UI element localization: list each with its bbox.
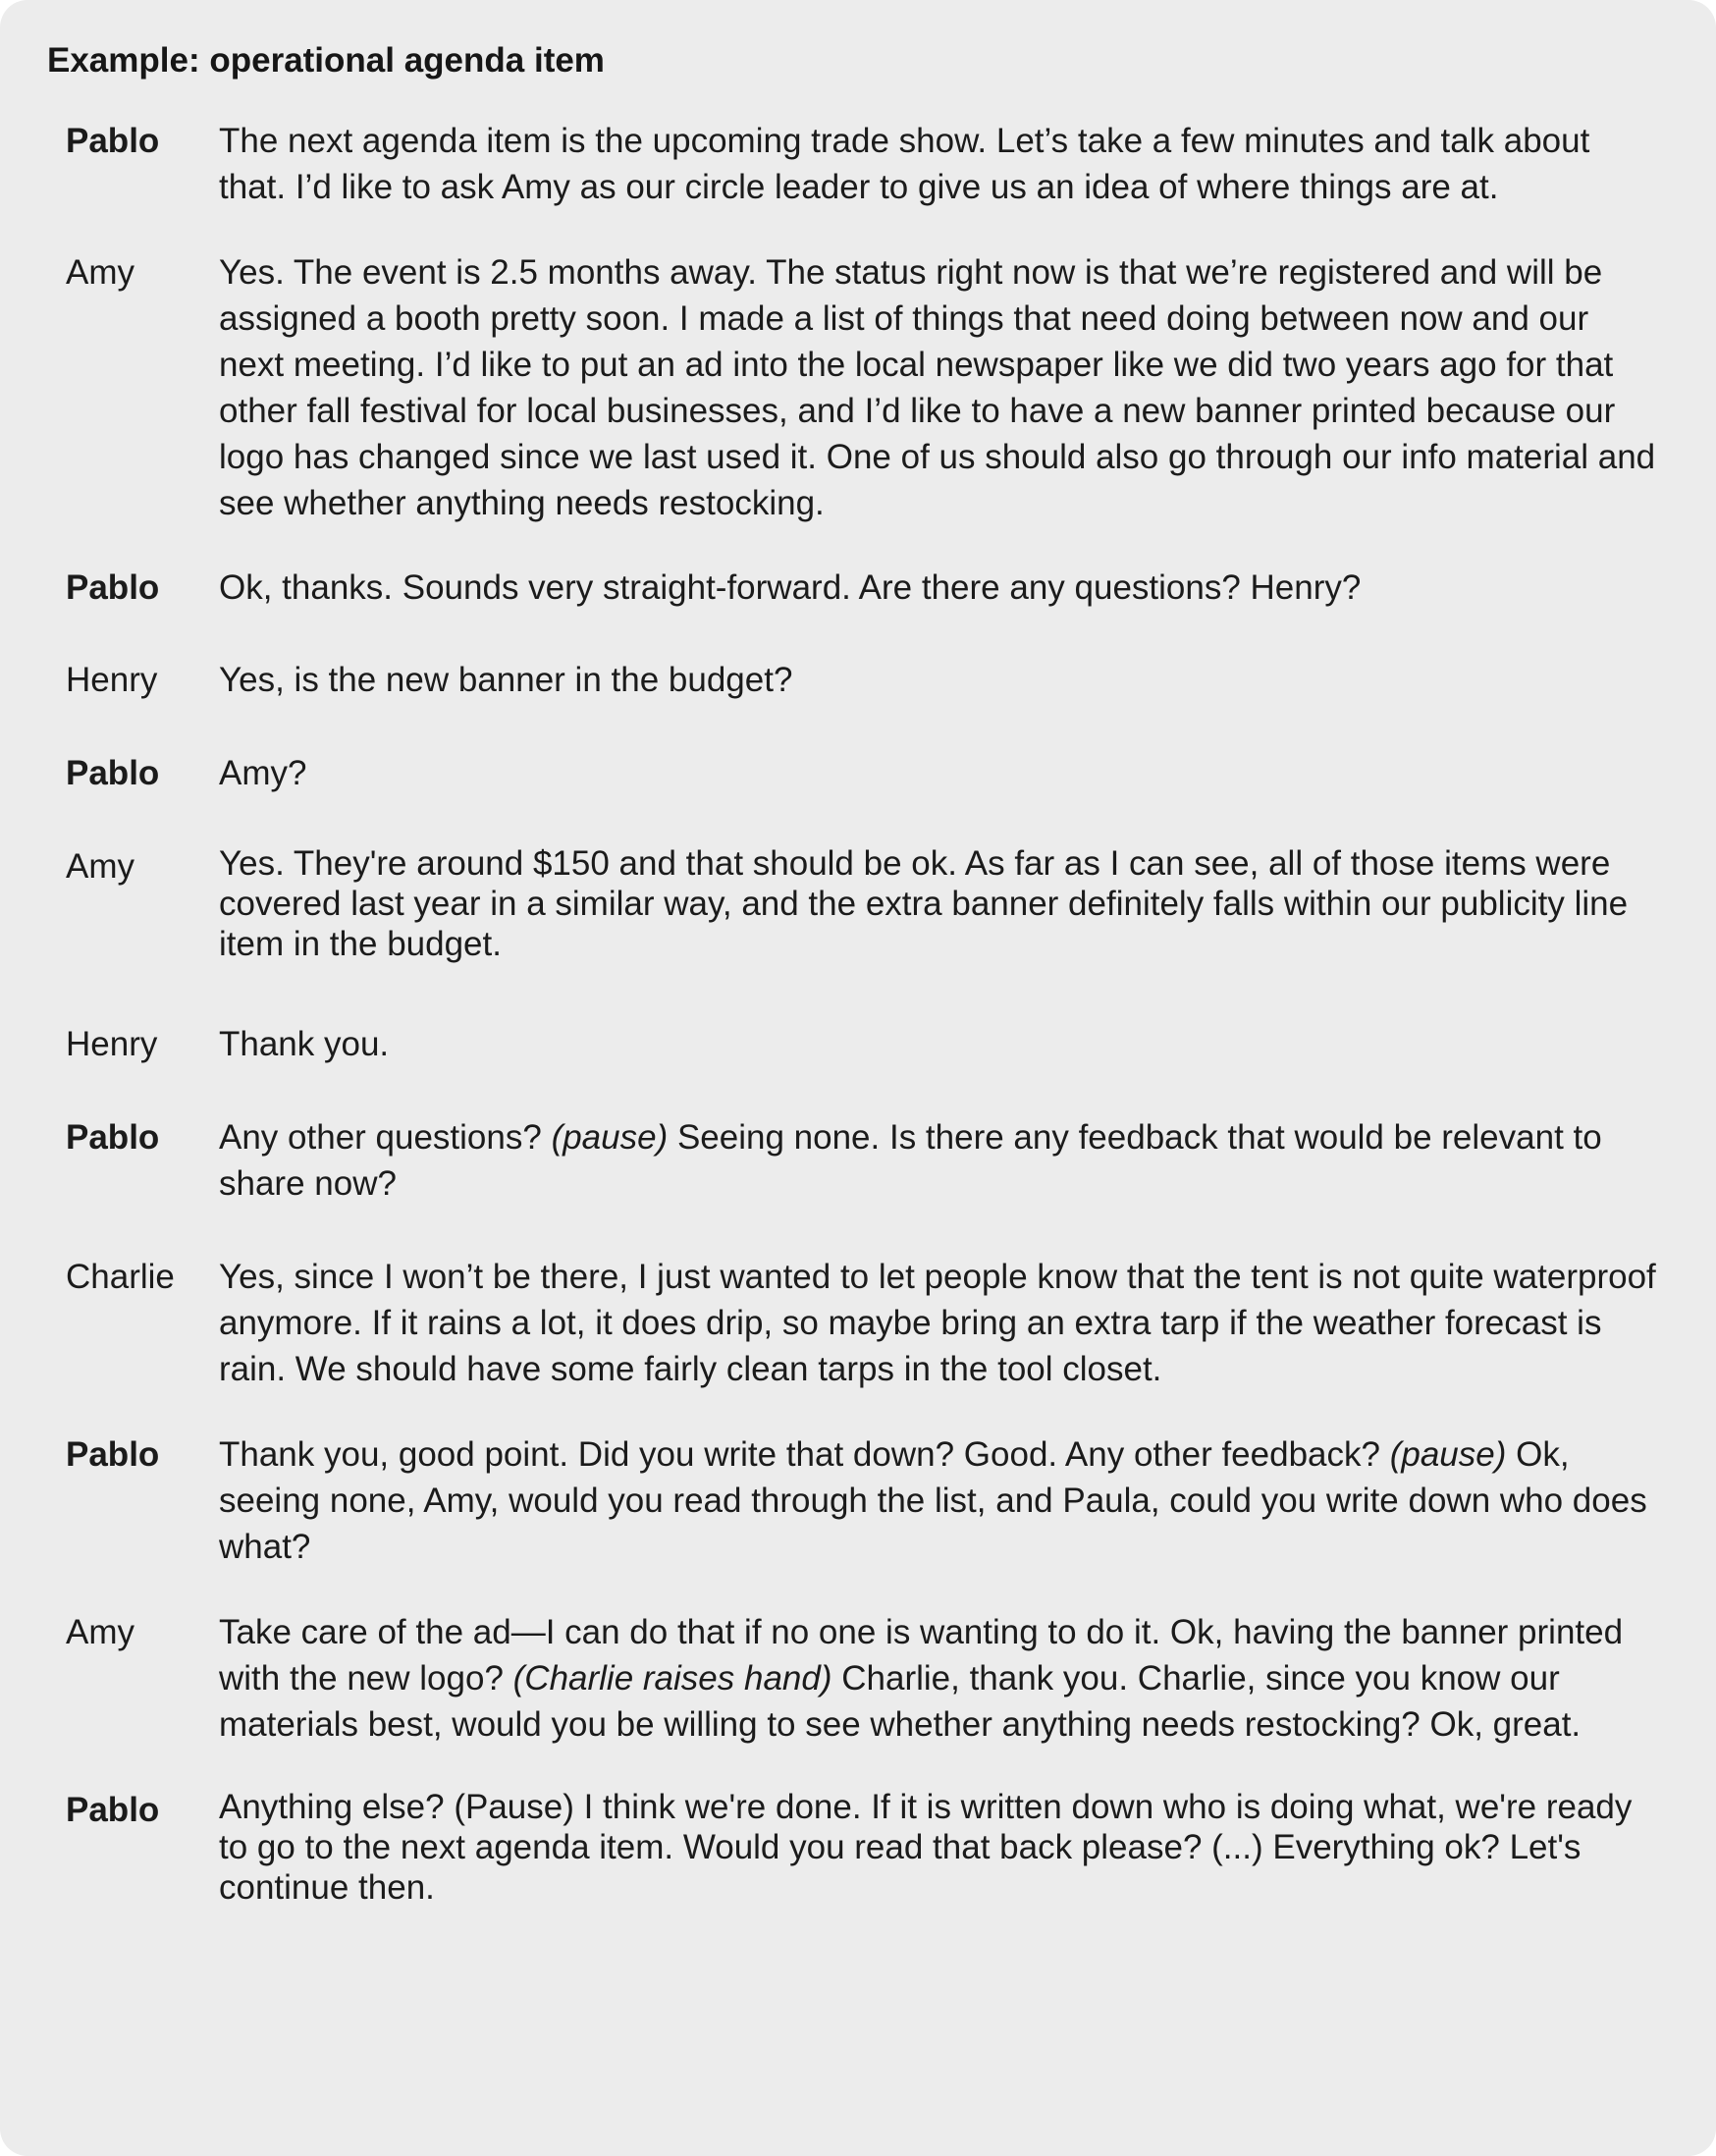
speech-segment: Seeing none. Is there any feedback that would be relevant to share now? (219, 1118, 1602, 1203)
speaker-name: Amy (66, 1613, 134, 1651)
speech-text (219, 1787, 1657, 1908)
speaker-name: Charlie (66, 1258, 175, 1296)
speaker-name: Amy (66, 253, 134, 292)
dialogue-row (47, 843, 1657, 964)
stage-direction: (pause) (551, 1118, 669, 1157)
dialogue (47, 118, 1657, 1908)
speech-segment: Ok, seeing none, Amy, would you read through the list, and Paula, could you write down who does what? (219, 1435, 1647, 1566)
speech-text (219, 1021, 1657, 1067)
panel-title: Example: operational agenda item (47, 41, 605, 80)
speaker-name: Henry (66, 661, 158, 699)
speech-segment: Charlie, thank you. Charlie, since you know our materials best, would you be willing to see whether anything needs restocking? Ok, great. (219, 1659, 1582, 1744)
speech-text (219, 843, 1657, 964)
speech-segment: Anything else? (Pause) I think we're done. If it is written down who is doing what, we're ready to go to the next agenda item. Would you read that back please? (...) Everything ok? Let's continue then. (219, 1788, 1633, 1907)
speech-text (219, 1609, 1657, 1748)
speech-text (219, 249, 1657, 526)
dialogue-row (47, 249, 1657, 526)
speech-text (219, 750, 1657, 796)
speech-text (219, 1431, 1657, 1570)
speech-segment: Yes, is the new banner in the budget? (219, 661, 793, 699)
speech-segment: Thank you, good point. Did you write that down? Good. Any other feedback? (219, 1435, 1390, 1474)
speech-segment: Yes, since I won’t be there, I just wanted to let people know that the tent is not quite waterproof anymore. If it rains a lot, it does drip, so maybe bring an extra tarp if the weather forecast is rain. We should have some fairly clean tarps in the tool closet. (219, 1258, 1656, 1388)
speech-text (219, 657, 1657, 703)
speaker-name: Henry (66, 1025, 158, 1063)
dialogue-row (47, 1021, 1657, 1067)
dialogue-row (47, 565, 1657, 611)
stage-direction: (Charlie raises hand) (512, 1659, 832, 1698)
speaker-name: Pablo (66, 754, 160, 792)
speech-segment: Thank you. (219, 1025, 390, 1063)
dialogue-row (47, 1431, 1657, 1570)
dialogue-row (47, 1787, 1657, 1908)
dialogue-row (47, 118, 1657, 210)
dialogue-row (47, 1254, 1657, 1392)
speech-segment: Ok, thanks. Sounds very straight-forward. Are there any questions? Henry? (219, 568, 1362, 607)
speech-segment: The next agenda item is the upcoming trade show. Let’s take a few minutes and talk about that. I’d like to ask Amy as our circle leader to give us an idea of where things are at. (219, 122, 1590, 206)
dialogue-row (47, 1114, 1657, 1207)
stage-direction: (pause) (1389, 1435, 1507, 1474)
speech-segment: Any other questions? (219, 1118, 552, 1157)
speaker-name: Pablo (66, 122, 160, 160)
dialogue-row (47, 657, 1657, 703)
speech-segment: Yes. The event is 2.5 months away. The status right now is that we’re registered and will be assigned a booth pretty soon. I made a list of things that need doing between now and our next meeting. I’d like to put an ad into the local newspaper like we did two years ago for that other fall festival for local businesses, and I’d like to have a new banner printed because our logo has changed since we last used it. One of us should also go through our info material and see whether anything needs restocking. (219, 253, 1656, 522)
speech-text (219, 1254, 1657, 1392)
speech-segment: Take care of the ad—I can do that if no one is wanting to do it. Ok, having the banner printed with the new logo? (219, 1613, 1624, 1698)
speech-text (219, 1114, 1657, 1207)
dialogue-row (47, 1609, 1657, 1748)
speaker-name: Pablo (66, 1435, 160, 1474)
speaker-name: Pablo (66, 1118, 160, 1157)
speech-segment: Yes. They're around $150 and that should be ok. As far as I can see, all of those items were covered last year in a similar way, and the extra banner definitely falls within our publicity line item in the budget. (219, 844, 1629, 963)
speech-text (219, 118, 1657, 210)
speaker-name: Pablo (66, 1791, 160, 1829)
speaker-name: Amy (66, 847, 134, 886)
dialogue-row (47, 750, 1657, 796)
speech-segment: Amy? (219, 754, 307, 792)
speaker-name: Pablo (66, 568, 160, 607)
speech-text (219, 565, 1657, 611)
